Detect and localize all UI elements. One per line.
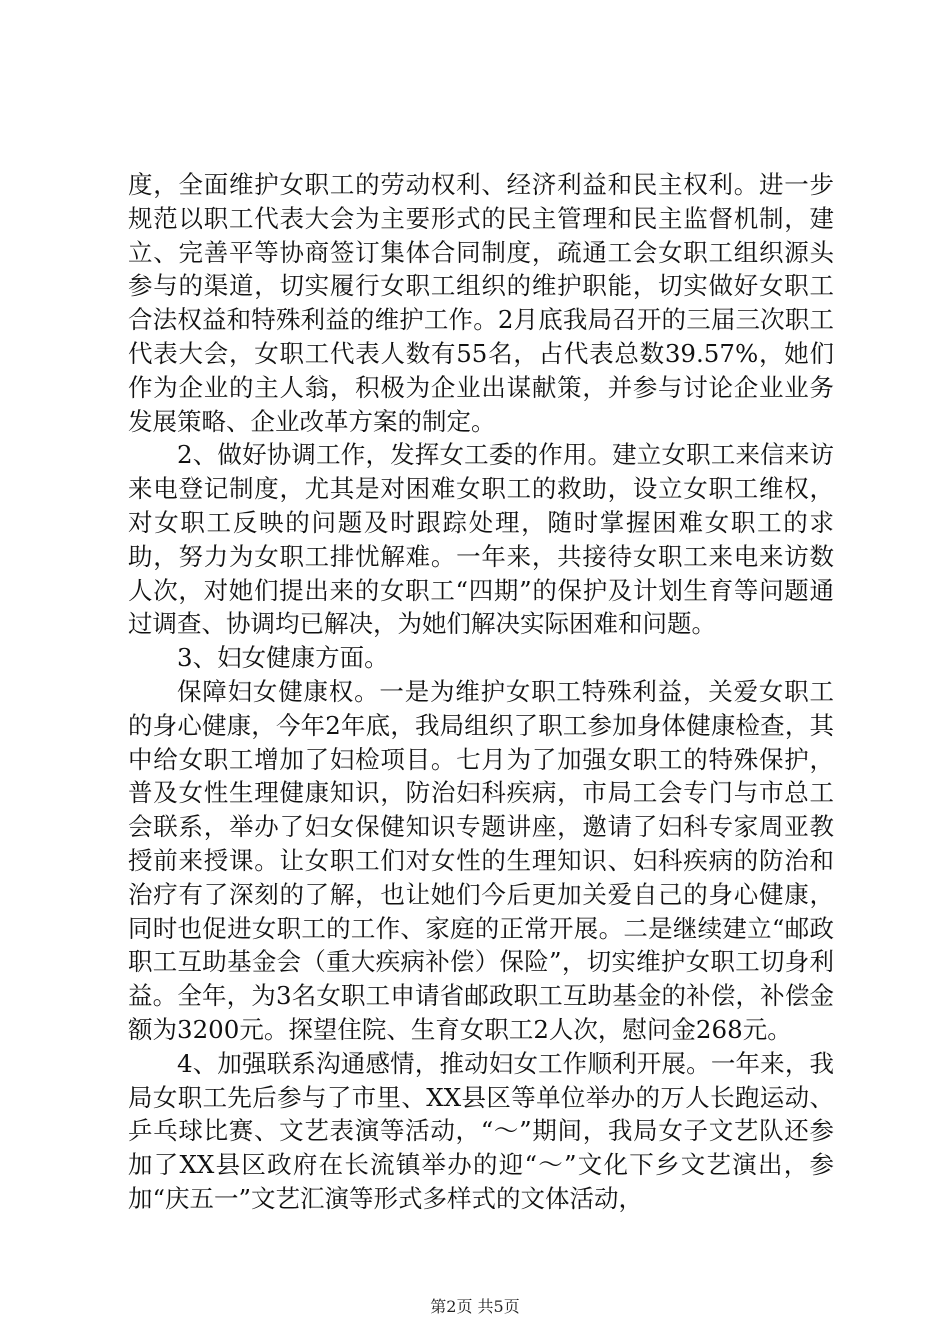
paragraph-coordination: 2、做好协调工作，发挥女工委的作用。建立女职工来信来访来电登记制度，尤其是对困难女职工的救助，设立女职工维权，对女职工反映的问题及时跟踪处理，随时掌握困难女职工的求助，努力为女职工排忧解难。一年来，共接待女职工来电来访数人次，对她们提出来的女职工“四期”的保护及计划生育等问题通过调查、协调均已解决，为她们解决实际困难和问题。 xyxy=(128,440,834,639)
paragraph-continuation: 度，全面维护女职工的劳动权利、经济利益和民主权利。进一步规范以职工代表大会为主要形式的民主管理和民主监督机制，建立、完善平等协商签订集体合同制度，疏通工会女职工组织源头参与的渠道，切实履行女职工组织的维护职能，切实做好女职工合法权益和特殊利益的维护工作。2月底我局召开的三届三次职工代表大会，女职工代表人数有55名，占代表总数39.57%，她们作为企业的主人翁，积极为企业出谋献策，并参与讨论企业业务发展策略、企业改革方案的制定。 xyxy=(128,170,834,436)
paragraph-health: 保障妇女健康权。一是为维护女职工特殊利益，关爱女职工的身心健康，今年2年底，我局组织了职工参加身体健康检查，其中给女职工增加了妇检项目。七月为了加强女职工的特殊保护，普及女性生理健康知识，防治妇科疾病，市局工会专门与市总工会联系，举办了妇女保健知识专题讲座，邀请了妇科专家周亚教授前来授课。让女职工们对女性的生理知识、妇科疾病的防治和治疗有了深刻的了解，也让她们今后更加关爱自己的身心健康，同时也促进女职工的工作、家庭的正常开展。二是继续建立“邮政职工互助基金会（重大疾病补偿）保险”，切实维护女职工切身利益。全年，为3名女职工申请省邮政职工互助基金的补偿，补偿金额为3200元。探望住院、生育女职工2人次，慰问金268元。 xyxy=(128,676,834,1044)
paragraph-communication: 4、加强联系沟通感情，推动妇女工作顺利开展。一年来，我局女职工先后参与了市里、XX县区等单位举办的万人长跑运动、乒乓球比赛、文艺表演等活动，“～”期间，我局女子文艺队还参加了XX县区政府在长流镇举办的迎“～”文化下乡文艺演出，参加“庆五一”文艺汇演等形式多样式的文体活动， xyxy=(128,1048,834,1213)
document-body xyxy=(128,168,834,1216)
section-heading-health: 3、妇女健康方面。 xyxy=(177,643,389,673)
page-footer: 第2页 共5页 xyxy=(430,1297,520,1316)
